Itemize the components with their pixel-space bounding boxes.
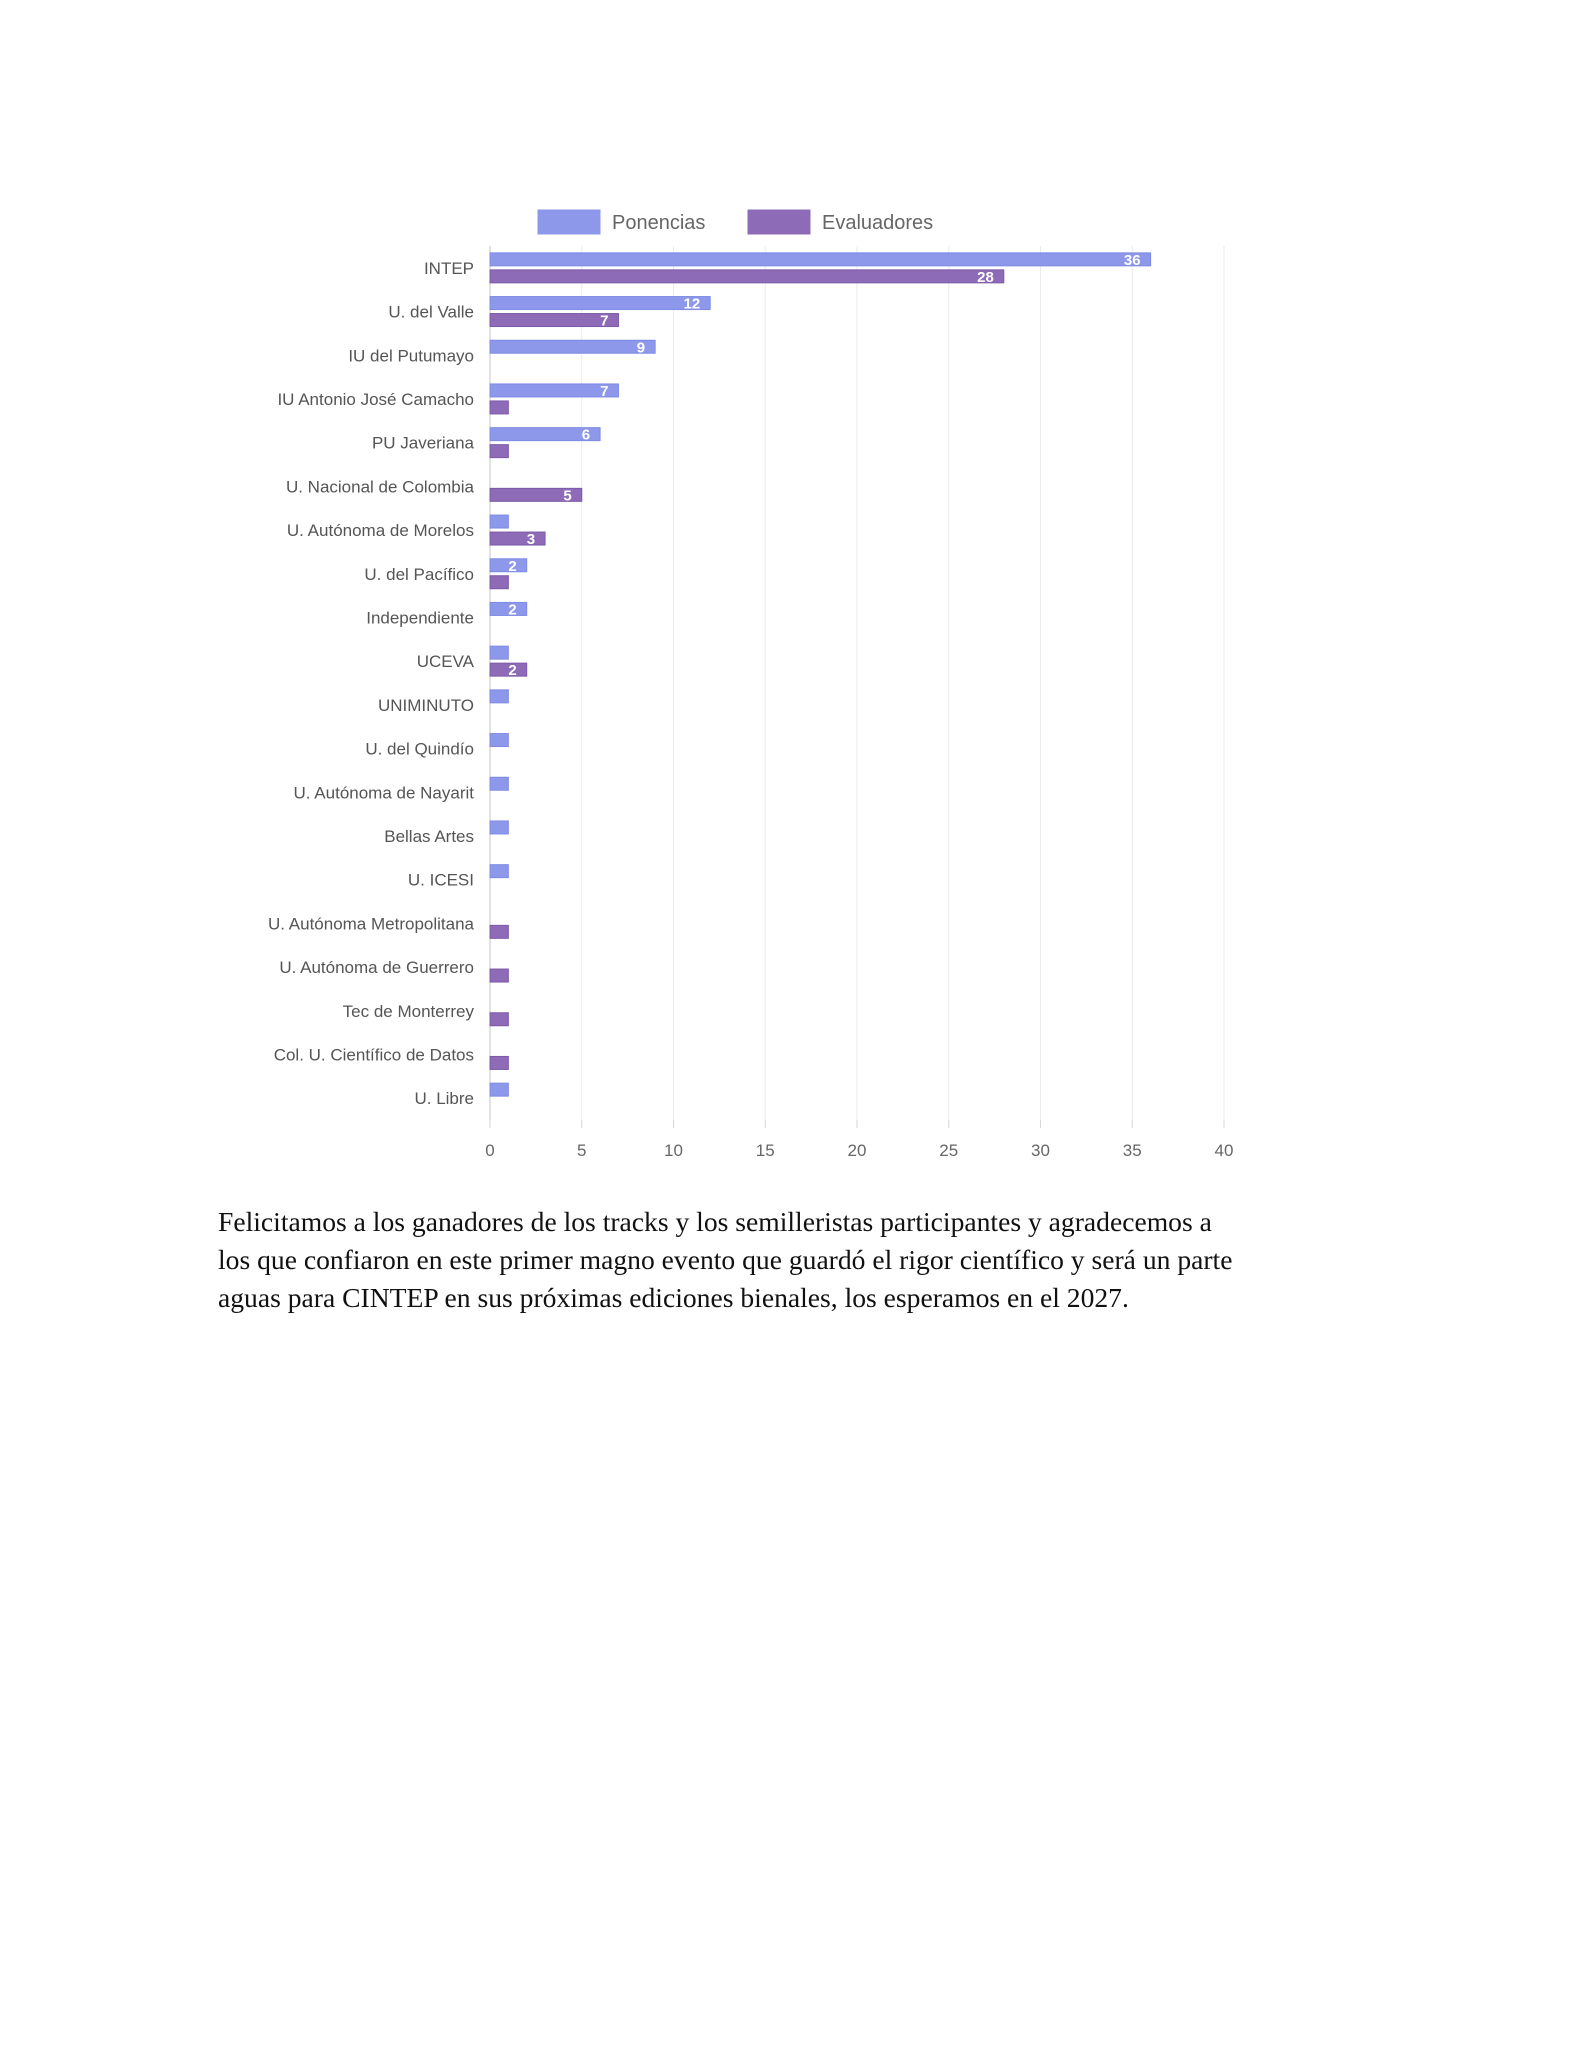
- bar-ponencias: [490, 777, 508, 790]
- data-label-ponencias: 9: [636, 339, 646, 357]
- y-category-label: Tec de Monterrey: [342, 1001, 474, 1021]
- data-label-evaluadores: 7: [600, 312, 609, 330]
- data-label-ponencias: 2: [508, 601, 517, 619]
- data-label-ponencias: 36: [1123, 251, 1141, 269]
- y-category-label: U. del Pacífico: [364, 564, 474, 584]
- y-category-label: IU del Putumayo: [348, 346, 474, 366]
- bar-ponencias: [490, 340, 655, 353]
- x-tick-label: 5: [577, 1141, 587, 1160]
- data-label-evaluadores: 2: [508, 662, 517, 680]
- bar-ponencias: [490, 734, 508, 747]
- bar-evaluadores: [490, 925, 508, 938]
- data-label-ponencias: 6: [581, 426, 591, 444]
- bar-evaluadores: [490, 576, 508, 589]
- y-category-label: U. Autónoma de Nayarit: [293, 783, 474, 803]
- bar-evaluadores: [490, 1056, 508, 1069]
- data-label-ponencias: 7: [600, 382, 609, 400]
- y-category-label: IU Antonio José Camacho: [277, 389, 474, 409]
- bar-ponencias: [490, 821, 508, 834]
- bar-evaluadores: [490, 270, 1004, 283]
- data-label-evaluadores: 28: [977, 268, 994, 286]
- x-tick-label: 15: [755, 1141, 775, 1160]
- y-category-label: U. ICESI: [407, 870, 474, 890]
- y-category-label: Bellas Artes: [384, 826, 474, 846]
- x-tick-label: 25: [939, 1141, 959, 1160]
- data-label-ponencias: 2: [508, 557, 517, 575]
- bar-ponencias: [490, 1083, 508, 1096]
- y-category-label: Col. U. Científico de Datos: [273, 1045, 474, 1065]
- legend-swatch-evaluadores: [748, 210, 810, 234]
- data-label-ponencias: 12: [683, 295, 701, 313]
- y-category-label: Independiente: [366, 608, 474, 628]
- x-tick-label: 35: [1122, 1141, 1142, 1160]
- x-tick-label: 40: [1214, 1141, 1234, 1160]
- y-category-label: U. Nacional de Colombia: [285, 477, 474, 497]
- bar-evaluadores: [490, 401, 508, 414]
- y-category-label: INTEP: [423, 258, 474, 278]
- closing-paragraph: Felicitamos a los ganadores de los tracks y los semilleristas participantes y agradecemos a los que confiaron en este primer magno evento que guardó el rigor científico y será un parte aguas para CINTEP en sus próximas ediciones bienales, los esperamos en el 2027.: [218, 1206, 1233, 1313]
- bar-ponencias: [490, 297, 710, 310]
- legend-label-ponencias: Ponencias: [612, 212, 706, 234]
- y-category-label: U. Autónoma Metropolitana: [267, 914, 474, 934]
- bar-ponencias: [490, 253, 1151, 266]
- data-label-evaluadores: 3: [526, 531, 536, 549]
- y-category-label: U. del Valle: [388, 302, 474, 322]
- bar-evaluadores: [490, 969, 508, 982]
- data-label-evaluadores: 5: [563, 487, 572, 505]
- x-tick-label: 0: [485, 1141, 495, 1160]
- y-category-label: PU Javeriana: [371, 433, 474, 453]
- x-tick-label: 20: [847, 1141, 867, 1160]
- bar-ponencias: [490, 690, 508, 703]
- y-category-label: UNIMINUTO: [377, 695, 474, 715]
- bar-ponencias: [490, 865, 508, 878]
- bar-evaluadores: [490, 445, 508, 458]
- bar-ponencias: [490, 646, 508, 659]
- legend-label-evaluadores: Evaluadores: [822, 212, 934, 234]
- y-category-label: U. del Quindío: [365, 739, 474, 759]
- bar-evaluadores: [490, 532, 545, 545]
- bar-ponencias: [490, 515, 508, 528]
- y-category-label: U. Libre: [414, 1089, 474, 1109]
- x-tick-label: 10: [664, 1141, 683, 1160]
- y-category-label: UCEVA: [416, 652, 474, 672]
- x-tick-label: 30: [1031, 1141, 1050, 1160]
- legend-swatch-ponencias: [538, 210, 600, 234]
- bar-evaluadores: [490, 1013, 508, 1026]
- y-category-label: U. Autónoma de Guerrero: [279, 958, 474, 978]
- y-category-label: U. Autónoma de Morelos: [286, 521, 474, 541]
